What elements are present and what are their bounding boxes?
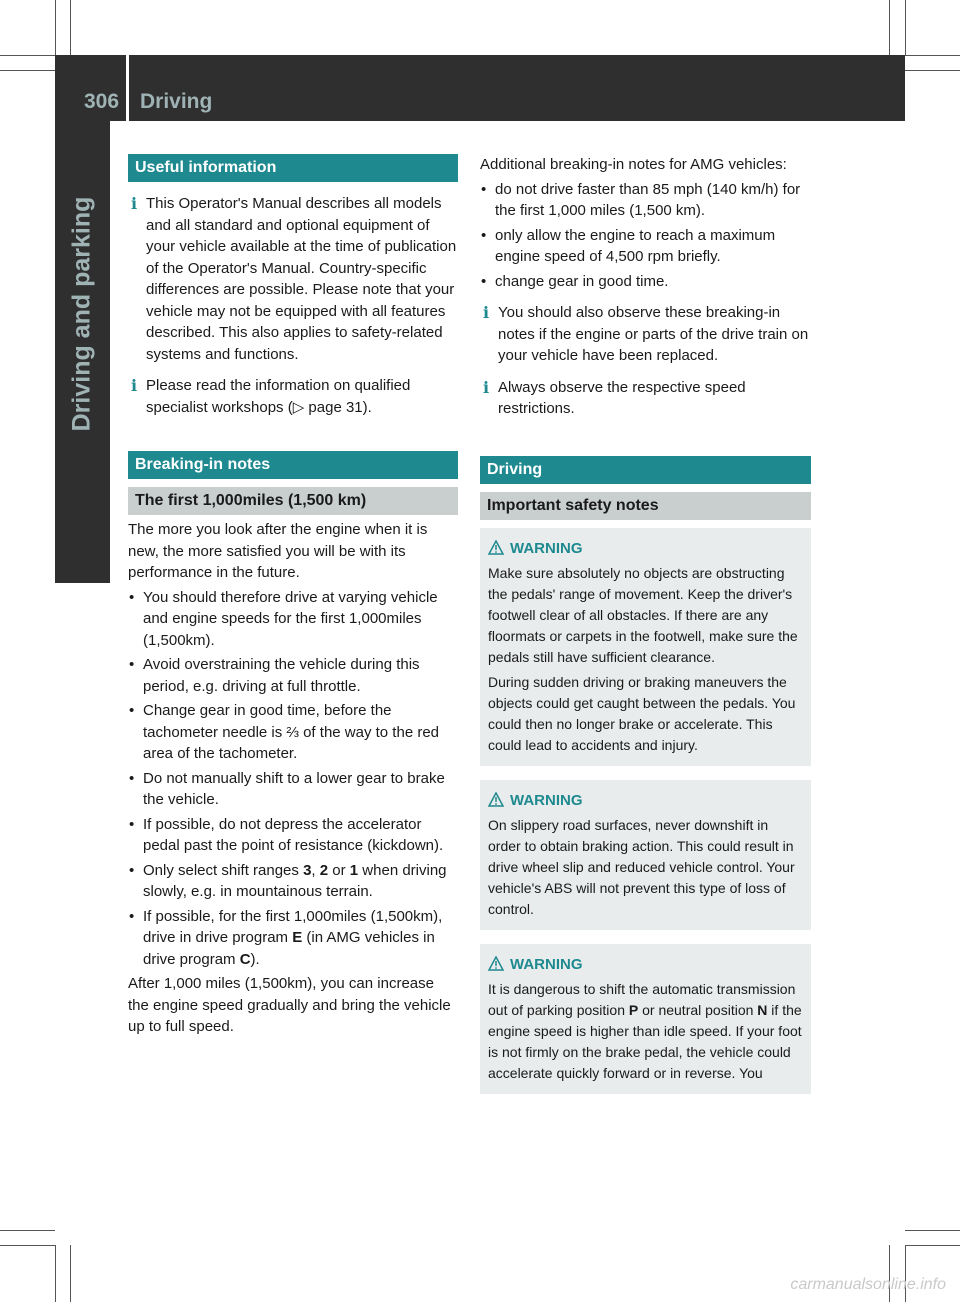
shift-range-2: 2 (319, 861, 329, 879)
warning-box (480, 780, 811, 930)
amg-intro: Additional breaking-in notes for AMG vehicles: (480, 156, 787, 173)
crop-mark (889, 0, 890, 55)
warning-triangle-icon (488, 540, 504, 555)
crop-mark (70, 0, 71, 55)
watermark: carmanualsonline.info (790, 1276, 946, 1293)
info-note (128, 193, 458, 365)
crop-mark (55, 0, 56, 55)
closing-paragraph: After 1,000 miles (1,500km), you can increase the engine speed gradually and bring the vehicle up to full speed. (128, 975, 451, 1035)
warning-box (480, 528, 811, 766)
right-column (480, 154, 811, 1094)
shift-range-1: 1 (349, 861, 359, 879)
warning-text-part: or neutral position (638, 1001, 758, 1018)
warning-box (480, 944, 811, 1094)
bullet-text: ). (250, 950, 260, 968)
warning-text: On slippery road surfaces, never downshift in order to obtain braking action. This could result in drive wheel slip and reduced vehicle control. Your vehicle's ABS will not prevent this type of loss of control. (488, 816, 795, 917)
warning-triangle-icon (488, 792, 504, 807)
bullet-item (480, 179, 811, 222)
bullet-marker: • (481, 180, 487, 198)
crop-mark (905, 1245, 960, 1246)
warning-title (488, 538, 803, 559)
drive-program-c: C (239, 950, 251, 968)
crop-mark (0, 1230, 55, 1231)
bullet-item (128, 814, 458, 857)
warning-text: Make sure absolutely no objects are obstructing the pedals' range of movement. Keep the driver's footwell clear of all obstacles. If there are any floormats or carpets in the footwell, make sure the pedals still have sufficient clearance. (488, 564, 798, 665)
position-p: P (628, 1001, 639, 1018)
bullet-text: You should therefore drive at varying vehicle and engine speeds for the first 1,000miles (1,500km). (143, 588, 438, 649)
bullet-text: Only select shift ranges (143, 861, 304, 879)
header-separator (126, 55, 129, 121)
shift-range-3: 3 (303, 861, 312, 879)
bullet-text: Do not manually shift to a lower gear to brake the vehicle. (143, 769, 445, 808)
bullet-text: or (328, 861, 350, 879)
crop-mark (905, 70, 960, 71)
position-n: N (757, 1001, 768, 1018)
crop-mark (905, 55, 960, 56)
amg-bullet-list (480, 179, 811, 293)
bullet-item (128, 700, 458, 765)
intro-paragraph: The more you look after the engine when it is new, the more satisfied you will be with its performance in the future. (128, 521, 428, 581)
bullet-item (128, 906, 458, 971)
bullet-marker: • (481, 226, 487, 244)
crop-mark (0, 1245, 55, 1246)
warning-title (488, 790, 803, 811)
driving-heading: Driving (480, 456, 811, 484)
info-note (128, 375, 458, 418)
bullet-marker: • (129, 588, 135, 606)
bullet-item (128, 587, 458, 652)
first-miles-heading: The first 1,000miles (1,500 km) (128, 487, 458, 515)
bullet-text: change gear in good time. (495, 272, 669, 290)
bullet-marker: • (129, 815, 135, 833)
info-icon: i (130, 194, 138, 213)
left-column (128, 154, 458, 1038)
bullet-marker: • (129, 702, 135, 719)
bullet-marker: • (129, 907, 135, 925)
bullet-marker: • (481, 272, 487, 290)
crop-mark (0, 55, 55, 56)
info-icon: i (130, 376, 138, 395)
info-text: This Operator's Manual describes all models and all standard and optional equipment of your vehicle available at the time of publication of the Operator's Manual. Country-specific differences are possible. Please note that your vehicle may not be equipped with all features described. This also applies to safety-related systems and functions. (146, 195, 457, 363)
warning-text: During sudden driving or braking maneuvers the objects could get caught between the pedals. You could then no longer brake or accelerate. This could lead to accidents and injury. (488, 673, 796, 753)
bullet-list (128, 587, 458, 857)
info-icon: i (482, 377, 490, 397)
warning-text-part: if the engine speed is higher than idle speed. If your foot is not firmly on the brake pedal, the vehicle could accelerate quickly forward or in reverse. You (488, 1001, 802, 1081)
section-tab-label: Driving and parking (67, 196, 96, 432)
bullet-text: Change gear in good time, before the tachometer needle is ⅔ of the way to the red area of the tachometer. (143, 702, 440, 762)
bullet-text: , (311, 861, 320, 879)
bullet-item (480, 271, 811, 293)
page-number: 306 (84, 90, 120, 113)
bullet-text: only allow the engine to reach a maximum engine speed of 4,500 rpm briefly. (495, 226, 776, 265)
bullet-item (128, 768, 458, 811)
bullet-marker: • (129, 861, 135, 879)
page-title: Driving (140, 90, 213, 113)
warning-text (488, 979, 803, 1084)
info-note (480, 302, 811, 367)
bullet-item (480, 225, 811, 268)
warning-title (488, 954, 803, 975)
crop-mark (905, 1230, 960, 1231)
bullet-text: If possible, for the first 1,000miles (1,500km), drive in drive program (143, 907, 443, 946)
bullet-text: If possible, do not depress the accelerator pedal past the point of resistance (kickdown). (143, 815, 444, 854)
info-text: Always observe the respective speed restrictions. (498, 378, 746, 417)
warning-label: WARNING (510, 955, 583, 973)
bullet-item (128, 654, 458, 697)
bullet-text: (in AMG vehicles in drive program (143, 929, 435, 968)
crop-mark (0, 70, 55, 71)
useful-information-heading: Useful information (128, 154, 458, 182)
warning-triangle-icon (488, 956, 504, 971)
info-icon: i (482, 303, 490, 322)
warning-label: WARNING (510, 791, 583, 809)
bullet-text: when driving slowly, e.g. in mountainous terrain. (143, 861, 447, 900)
bullet-text: Avoid overstraining the vehicle during this period, e.g. driving at full throttle. (143, 656, 420, 695)
warning-label: WARNING (510, 539, 583, 557)
bullet-text: do not drive faster than 85 mph (140 km/h) for the first 1,000 miles (1,500 km). (495, 180, 801, 219)
info-note (480, 377, 811, 420)
crop-mark (70, 1245, 71, 1302)
bullet-marker: • (129, 769, 135, 787)
safety-notes-heading: Important safety notes (480, 492, 811, 520)
breaking-in-heading: Breaking-in notes (128, 451, 458, 479)
crop-mark (55, 1245, 56, 1302)
warning-text-part: It is dangerous to shift the automatic transmission out of parking position (488, 980, 796, 1018)
drive-program-e: E (292, 929, 303, 946)
info-text: You should also observe these breaking-in notes if the engine or parts of the drive train on your vehicle have been replaced. (498, 304, 809, 364)
crop-mark (905, 0, 906, 55)
bullet-marker: • (129, 656, 135, 673)
bullet-item (128, 860, 458, 903)
info-text: Please read the information on qualified specialist workshops (▷ page 31). (146, 377, 411, 416)
